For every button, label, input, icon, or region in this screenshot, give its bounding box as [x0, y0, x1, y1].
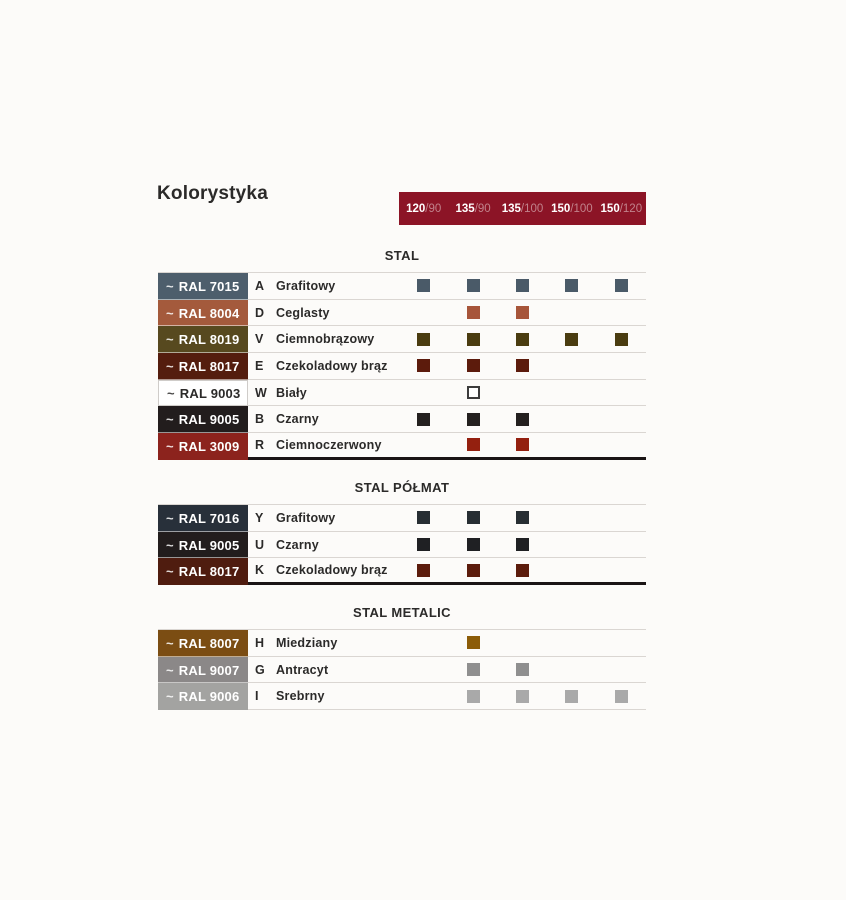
color-swatch	[467, 511, 480, 524]
ral-label	[158, 273, 248, 300]
ral-code: RAL 8019	[178, 332, 240, 348]
color-name: Ciemnoczerwony	[276, 437, 382, 452]
availability-cell	[498, 433, 547, 457]
size-column-label	[597, 192, 646, 225]
availability-cell	[498, 683, 547, 709]
color-name: Grafitowy	[276, 278, 336, 293]
tilde-prefix: ~	[166, 510, 174, 526]
color-swatch	[516, 279, 529, 292]
color-swatch	[467, 279, 480, 292]
color-swatch	[417, 333, 430, 346]
availability-cell	[399, 273, 448, 299]
section-table	[158, 629, 646, 710]
color-swatch	[467, 359, 480, 372]
availability-cell	[448, 683, 497, 709]
color-name: Czarny	[276, 537, 319, 552]
tilde-prefix: ~	[166, 635, 174, 651]
row-content	[248, 558, 646, 585]
availability-cell	[399, 380, 448, 406]
color-swatch	[615, 333, 628, 346]
ral-label	[158, 380, 248, 407]
size-height-value: /90	[425, 202, 442, 215]
color-swatch	[417, 413, 430, 426]
availability-cells	[399, 657, 646, 683]
letter-code: E	[255, 358, 264, 373]
size-width-value: 150	[551, 202, 571, 215]
ral-label	[158, 353, 248, 380]
letter-code: B	[255, 412, 265, 427]
availability-cell	[547, 326, 596, 352]
availability-cell	[597, 630, 646, 656]
availability-cell	[597, 326, 646, 352]
availability-cell	[448, 532, 497, 558]
availability-cell	[547, 558, 596, 582]
availability-cells	[399, 300, 646, 326]
availability-cells	[399, 353, 646, 379]
availability-cells	[399, 683, 646, 709]
availability-cell	[547, 532, 596, 558]
table-row	[158, 630, 646, 657]
availability-cell	[399, 657, 448, 683]
color-name: Srebrny	[276, 689, 325, 704]
availability-cell	[399, 558, 448, 582]
availability-cell	[399, 683, 448, 709]
color-swatch	[467, 386, 480, 399]
availability-cells	[399, 273, 646, 299]
tilde-prefix: ~	[166, 358, 174, 374]
size-width-value: 150	[600, 202, 620, 215]
letter-code: G	[255, 662, 265, 677]
availability-cell	[547, 300, 596, 326]
availability-cell	[597, 532, 646, 558]
availability-cell	[597, 558, 646, 582]
availability-cell	[547, 433, 596, 457]
ral-code: RAL 9003	[179, 385, 241, 401]
ral-code: RAL 9007	[178, 662, 240, 678]
color-swatch	[516, 663, 529, 676]
availability-cell	[448, 505, 497, 531]
color-swatch	[467, 413, 480, 426]
row-content	[248, 406, 646, 433]
color-name: Miedziany	[276, 635, 338, 650]
color-swatch	[565, 690, 578, 703]
color-name: Ceglasty	[276, 305, 330, 320]
color-name: Biały	[276, 385, 307, 400]
availability-cell	[498, 300, 547, 326]
availability-cell	[498, 353, 547, 379]
availability-cell	[399, 406, 448, 432]
ral-label	[158, 505, 248, 532]
color-swatch	[417, 279, 430, 292]
ral-label	[158, 630, 248, 657]
ral-label	[158, 326, 248, 353]
size-column-label	[399, 192, 448, 225]
size-width-value: 135	[455, 202, 475, 215]
color-swatch	[615, 690, 628, 703]
ral-code: RAL 8017	[178, 564, 240, 580]
color-swatch	[417, 359, 430, 372]
table-row	[158, 558, 646, 585]
row-content	[248, 326, 646, 353]
tilde-prefix: ~	[166, 564, 174, 580]
availability-cell	[448, 657, 497, 683]
tilde-prefix: ~	[166, 278, 174, 294]
tilde-prefix: ~	[166, 689, 174, 705]
color-swatch	[516, 359, 529, 372]
letter-code: V	[255, 332, 264, 347]
section-2	[158, 478, 646, 585]
size-column-label	[448, 192, 497, 225]
availability-cell	[597, 433, 646, 457]
availability-cell	[448, 558, 497, 582]
section-3	[158, 603, 646, 710]
availability-cell	[547, 353, 596, 379]
row-content	[248, 353, 646, 380]
row-content	[248, 630, 646, 657]
availability-cells	[399, 326, 646, 352]
availability-cell	[448, 406, 497, 432]
tilde-prefix: ~	[166, 662, 174, 678]
table-row	[158, 326, 646, 353]
color-name: Czekoladowy brąz	[276, 563, 388, 578]
availability-cell	[547, 657, 596, 683]
size-width-value: 120	[406, 202, 426, 215]
availability-cell	[498, 630, 547, 656]
color-swatch	[417, 538, 430, 551]
color-swatch	[516, 690, 529, 703]
ral-code: RAL 8004	[178, 305, 240, 321]
color-swatch	[467, 538, 480, 551]
row-content	[248, 273, 646, 300]
color-swatch	[467, 333, 480, 346]
color-swatch	[467, 636, 480, 649]
tilde-prefix: ~	[166, 537, 174, 553]
tilde-prefix: ~	[167, 385, 175, 401]
table-row	[158, 273, 646, 300]
availability-cell	[448, 273, 497, 299]
letter-code: H	[255, 635, 265, 650]
ral-label	[158, 657, 248, 684]
tilde-prefix: ~	[166, 305, 174, 321]
color-swatch	[516, 511, 529, 524]
availability-cell	[399, 505, 448, 531]
letter-code: R	[255, 437, 265, 452]
size-column-label	[498, 192, 547, 225]
availability-cell	[448, 433, 497, 457]
ral-label	[158, 300, 248, 327]
availability-cell	[597, 273, 646, 299]
color-swatch	[516, 413, 529, 426]
availability-cell	[547, 683, 596, 709]
availability-cell	[547, 406, 596, 432]
availability-cell	[399, 326, 448, 352]
ral-code: RAL 7016	[178, 510, 240, 526]
size-height-value: /100	[570, 202, 593, 215]
color-swatch	[467, 438, 480, 451]
table-row	[158, 380, 646, 407]
tilde-prefix: ~	[166, 332, 174, 348]
availability-cells	[399, 505, 646, 531]
size-banner	[399, 192, 646, 225]
color-name: Czarny	[276, 412, 319, 427]
availability-cell	[399, 300, 448, 326]
ral-label	[158, 433, 248, 460]
letter-code: D	[255, 305, 265, 320]
size-height-value: /120	[619, 202, 643, 215]
letter-code: Y	[255, 510, 264, 525]
availability-cell	[498, 657, 547, 683]
availability-cell	[498, 380, 547, 406]
availability-cell	[448, 300, 497, 326]
availability-cells	[399, 433, 646, 457]
section-1	[158, 246, 646, 460]
page-title: Kolorystyka	[157, 183, 268, 204]
ral-code: RAL 8017	[178, 358, 240, 374]
availability-cell	[399, 532, 448, 558]
letter-code: U	[255, 537, 265, 552]
color-swatch	[516, 538, 529, 551]
color-swatch	[467, 690, 480, 703]
color-name: Czekoladowy brąz	[276, 358, 388, 373]
table-row	[158, 505, 646, 532]
color-swatch	[467, 663, 480, 676]
ral-code: RAL 8007	[178, 635, 240, 651]
availability-cell	[448, 326, 497, 352]
availability-cell	[597, 353, 646, 379]
section-table	[158, 272, 646, 460]
availability-cell	[448, 380, 497, 406]
color-swatch	[467, 306, 480, 319]
ral-label	[158, 406, 248, 433]
letter-code: W	[255, 385, 267, 400]
availability-cell	[399, 353, 448, 379]
color-swatch	[565, 279, 578, 292]
color-swatch	[417, 511, 430, 524]
availability-cell	[597, 505, 646, 531]
color-swatch	[516, 438, 529, 451]
color-swatch	[615, 279, 628, 292]
availability-cell	[399, 630, 448, 656]
availability-cell	[597, 380, 646, 406]
availability-cell	[498, 505, 547, 531]
availability-cell	[597, 657, 646, 683]
color-swatch	[516, 306, 529, 319]
ral-code: RAL 9006	[178, 689, 240, 705]
letter-code: I	[255, 689, 259, 704]
size-width-value: 135	[501, 202, 521, 215]
ral-label	[158, 558, 248, 585]
row-content	[248, 683, 646, 710]
row-content	[248, 433, 646, 460]
color-name: Antracyt	[276, 662, 329, 677]
ral-label	[158, 683, 248, 710]
table-row	[158, 657, 646, 684]
letter-code: K	[255, 563, 265, 578]
row-content	[248, 380, 646, 407]
row-content	[248, 300, 646, 327]
row-content	[248, 532, 646, 559]
availability-cell	[498, 558, 547, 582]
table-row	[158, 353, 646, 380]
size-height-value: /90	[474, 202, 491, 215]
color-swatch	[417, 564, 430, 577]
row-content	[248, 657, 646, 684]
color-swatch	[516, 333, 529, 346]
section-title: STAL PÓŁMAT	[354, 480, 450, 495]
table-row	[158, 300, 646, 327]
availability-cell	[498, 273, 547, 299]
availability-cell	[547, 380, 596, 406]
availability-cell	[498, 326, 547, 352]
section-title: STAL	[384, 248, 420, 263]
availability-cell	[597, 683, 646, 709]
size-height-value: /100	[520, 202, 544, 215]
ral-code: RAL 3009	[178, 438, 240, 454]
color-swatch	[516, 564, 529, 577]
availability-cell	[498, 532, 547, 558]
availability-cells	[399, 380, 646, 406]
size-column-label	[547, 192, 596, 225]
availability-cell	[597, 300, 646, 326]
availability-cells	[399, 406, 646, 432]
availability-cell	[547, 630, 596, 656]
table-row	[158, 433, 646, 460]
letter-code: A	[255, 278, 265, 293]
color-name: Ciemnobrązowy	[276, 332, 375, 347]
color-swatch	[467, 564, 480, 577]
color-name: Grafitowy	[276, 510, 336, 525]
section-table	[158, 504, 646, 585]
availability-cell	[597, 406, 646, 432]
tilde-prefix: ~	[166, 412, 174, 428]
ral-label	[158, 532, 248, 559]
availability-cells	[399, 630, 646, 656]
color-swatch	[565, 333, 578, 346]
table-row	[158, 406, 646, 433]
tilde-prefix: ~	[166, 438, 174, 454]
availability-cells	[399, 558, 646, 582]
availability-cell	[547, 273, 596, 299]
table-row	[158, 683, 646, 710]
availability-cell	[399, 433, 448, 457]
ral-code: RAL 9005	[178, 537, 240, 553]
availability-cell	[547, 505, 596, 531]
table-row	[158, 532, 646, 559]
availability-cells	[399, 532, 646, 558]
section-title: STAL METALIC	[353, 605, 451, 620]
availability-cell	[498, 406, 547, 432]
availability-cell	[448, 630, 497, 656]
availability-cell	[448, 353, 497, 379]
row-content	[248, 505, 646, 532]
ral-code: RAL 7015	[178, 278, 240, 294]
ral-code: RAL 9005	[178, 412, 240, 428]
